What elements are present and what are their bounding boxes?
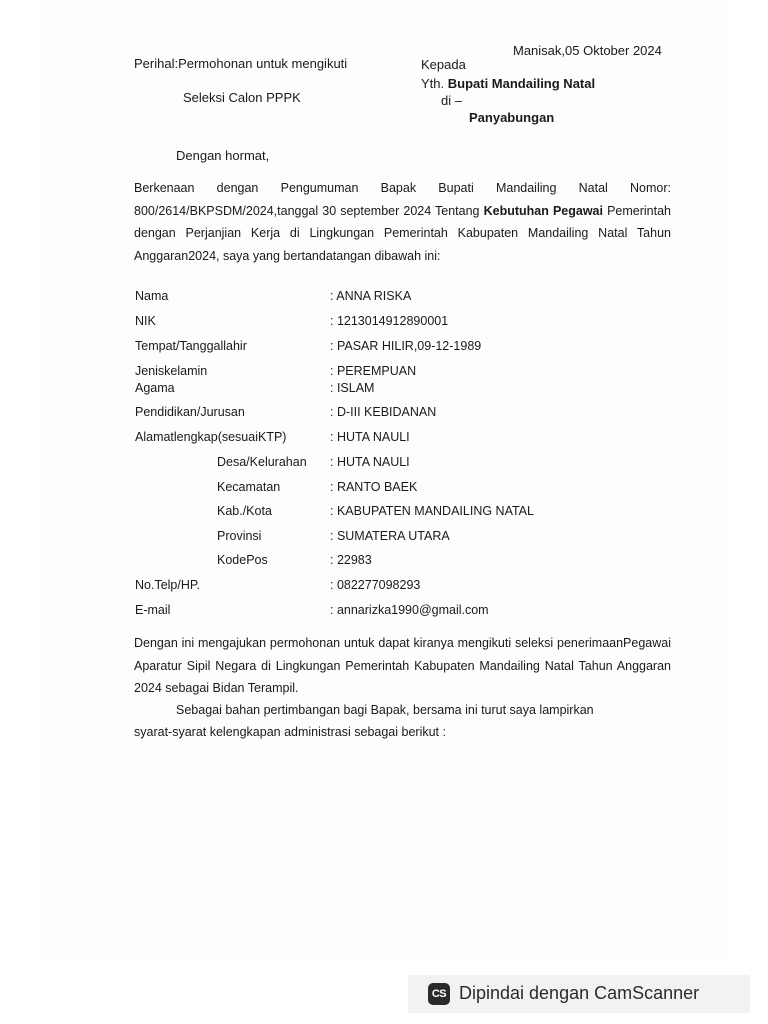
field-label: Tempat/Tanggallahir	[135, 339, 247, 353]
field-label: NIK	[135, 314, 156, 328]
field-value: : HUTA NAULI	[330, 430, 410, 444]
field-value: : PEREMPUAN	[330, 364, 417, 378]
camscanner-text: Dipindai dengan CamScanner	[459, 983, 700, 1003]
field-label: Nama	[135, 289, 169, 303]
field-label: No.Telp/HP.	[135, 578, 201, 592]
intro-paragraph	[134, 177, 671, 267]
attachment-line-2: syarat-syarat kelengkapan administrasi sebagai berikut :	[134, 725, 446, 739]
place-date: Manisak,05 Oktober 2024	[513, 43, 662, 58]
intro-bold-text: Kebutuhan Pegawai	[483, 203, 603, 218]
field-value: : RANTO BAEK	[330, 480, 418, 494]
field-label: Desa/Kelurahan	[217, 455, 307, 469]
field-value: : ISLAM	[330, 381, 375, 395]
field-label: KodePos	[217, 553, 268, 567]
request-paragraph: Dengan ini mengajukan permohonan untuk dapat kiranya mengikuti seleksi penerimaanPegawai Aparatur Sipil Negara di Lingkungan Pemerintah Kabupaten Mandailing Natal Tahun Anggaran 2024 sebagai Bidan Terampil.	[134, 636, 671, 695]
field-value: : D-III KEBIDANAN	[330, 405, 437, 419]
recipient-label: Kepada	[421, 57, 466, 72]
field-value: : PASAR HILIR,09-12-1989	[330, 339, 482, 353]
field-value: : ANNA RISKA	[330, 289, 412, 303]
field-label: E-mail	[135, 603, 171, 617]
field-label: Kab./Kota	[217, 504, 272, 518]
field-value: : KABUPATEN MANDAILING NATAL	[330, 504, 534, 518]
recipient-di: di –	[441, 93, 462, 108]
field-label: Provinsi	[217, 529, 262, 543]
field-value: : SUMATERA UTARA	[330, 529, 450, 543]
camscanner-logo-icon: CS	[428, 983, 450, 1005]
field-label: Agama	[135, 381, 175, 395]
camscanner-watermark	[408, 975, 750, 1013]
field-value: : 082277098293	[330, 578, 421, 592]
field-value: : 22983	[330, 553, 372, 567]
field-label: Pendidikan/Jurusan	[135, 405, 245, 419]
field-label: Jeniskelamin	[135, 364, 208, 378]
field-value: : HUTA NAULI	[330, 455, 410, 469]
recipient-prefix: Yth.	[421, 76, 445, 91]
recipient-name	[421, 76, 595, 91]
field-value: : 1213014912890001	[330, 314, 449, 328]
recipient-title: Bupati Mandailing Natal	[447, 76, 596, 91]
field-label: Kecamatan	[217, 480, 281, 494]
field-value: : annarizka1990@gmail.com	[330, 603, 489, 617]
subject-line-1: Perihal:Permohonan untuk mengikuti	[134, 56, 348, 71]
attachment-line-1: Sebagai bahan pertimbangan bagi Bapak, bersama ini turut saya lampirkan	[176, 703, 594, 717]
recipient-place: Panyabungan	[469, 110, 555, 125]
greeting: Dengan hormat,	[176, 148, 270, 163]
intro-text-1: Berkenaan dengan Pengumuman Bapak Bupati Mandailing Natal Nomor: 800/2614/BKPSDM/2024,tanggal 30 september 2024 Tentang	[134, 181, 671, 218]
intro-text-2: Pemerintah dengan Perjanjian Kerja di Lingkungan Pemerintah Kabupaten Mandailing Natal Tahun Anggaran2024, saya yang bertandatangan dibawah ini:	[134, 203, 671, 263]
field-label: Alamatlengkap(sesuaiKTP)	[135, 430, 287, 444]
subject-line-2: Seleksi Calon PPPK	[183, 90, 301, 105]
